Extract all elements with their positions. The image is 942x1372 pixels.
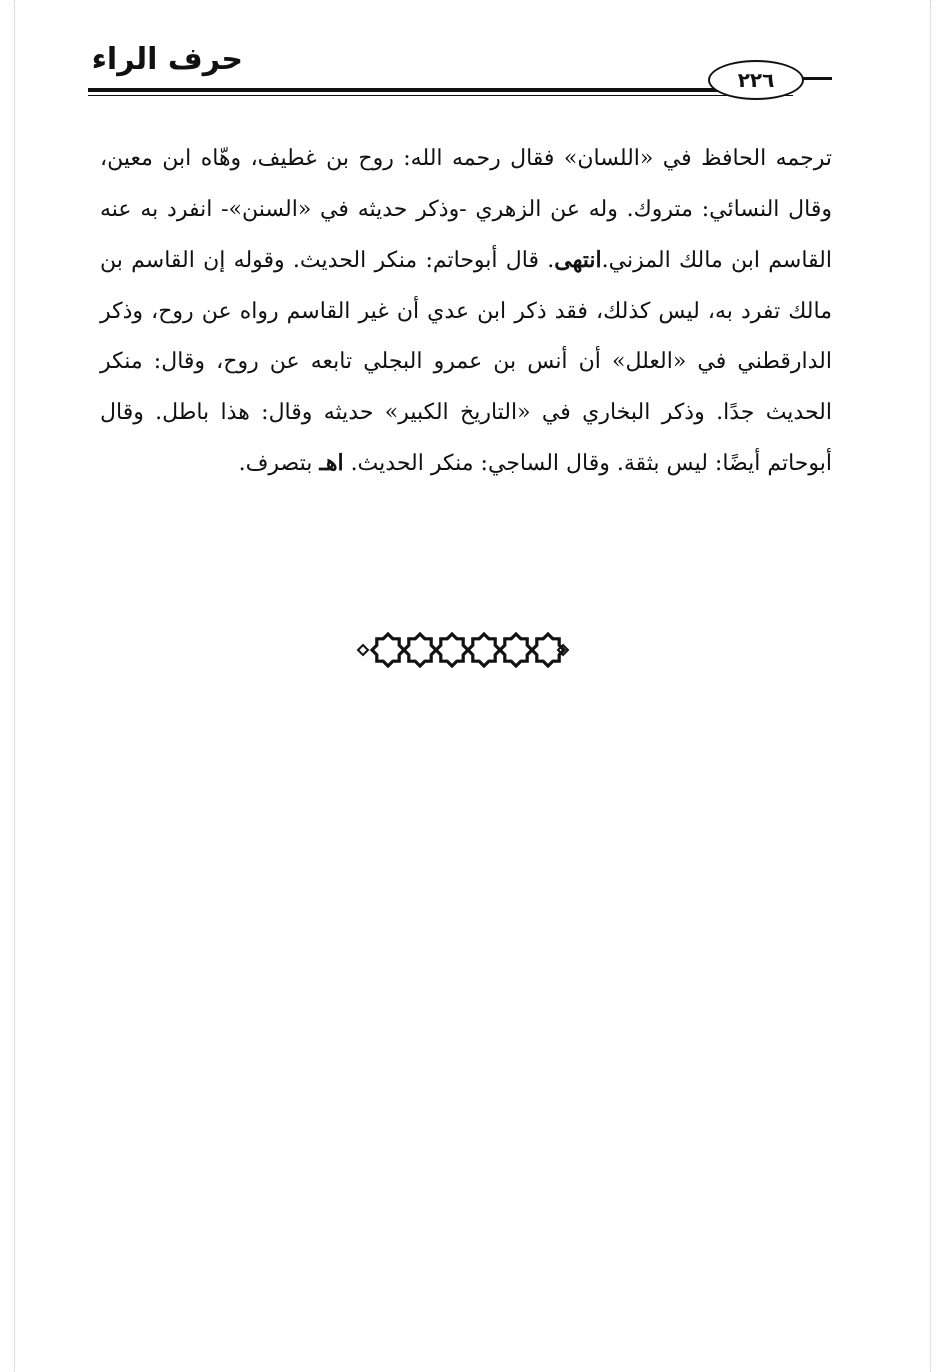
page-number: ٢٢٦ — [737, 68, 775, 92]
header-rule-thin — [88, 95, 793, 96]
body-text-abbrev: اهـ — [319, 450, 344, 476]
body-text-part-3: بتصرف. — [238, 451, 313, 476]
header-rule-thick — [88, 88, 793, 92]
scan-edge-mark-left — [14, 0, 15, 1372]
page-number-badge — [708, 60, 804, 100]
body-text-part-2: . قال أبوحاتم: منكر الحديث. وقوله إن القاسم بن مالك تفرد به، ليس كذلك، فقد ذكر ابن عدي أن غير القاسم رواه عن روح، وذكر الدارقطني في «العلل» أن أنس بن عمرو البجلي تابعه عن روح، وقال: منكر الحديث جدًا. وذكر البخاري في «التاريخ الكبير» حديثه وقال: هذا باطل. وقال أبوحاتم أيضًا: ليس بثقة. وقال الساجي: منكر الحديث. — [100, 248, 833, 476]
star-chain-ornament-icon — [356, 630, 570, 670]
body-text-part-1: ترجمه الحافظ في «اللسان» فقال رحمه الله: روح بن غطيف، وهّاه ابن معين، وقال النسائي: متروك. وله عن الزهري -وذكر حديثه في «السنن»- انفرد به عنه القاسم ابن مالك المزني. — [100, 146, 832, 273]
header-rule-tail — [800, 77, 832, 80]
body-paragraph — [100, 134, 832, 490]
page-header — [88, 40, 828, 100]
body-text-intaha: انتهى — [554, 247, 602, 273]
scan-edge-mark-right — [930, 0, 931, 1372]
chapter-title: حرف الراء — [91, 42, 243, 77]
